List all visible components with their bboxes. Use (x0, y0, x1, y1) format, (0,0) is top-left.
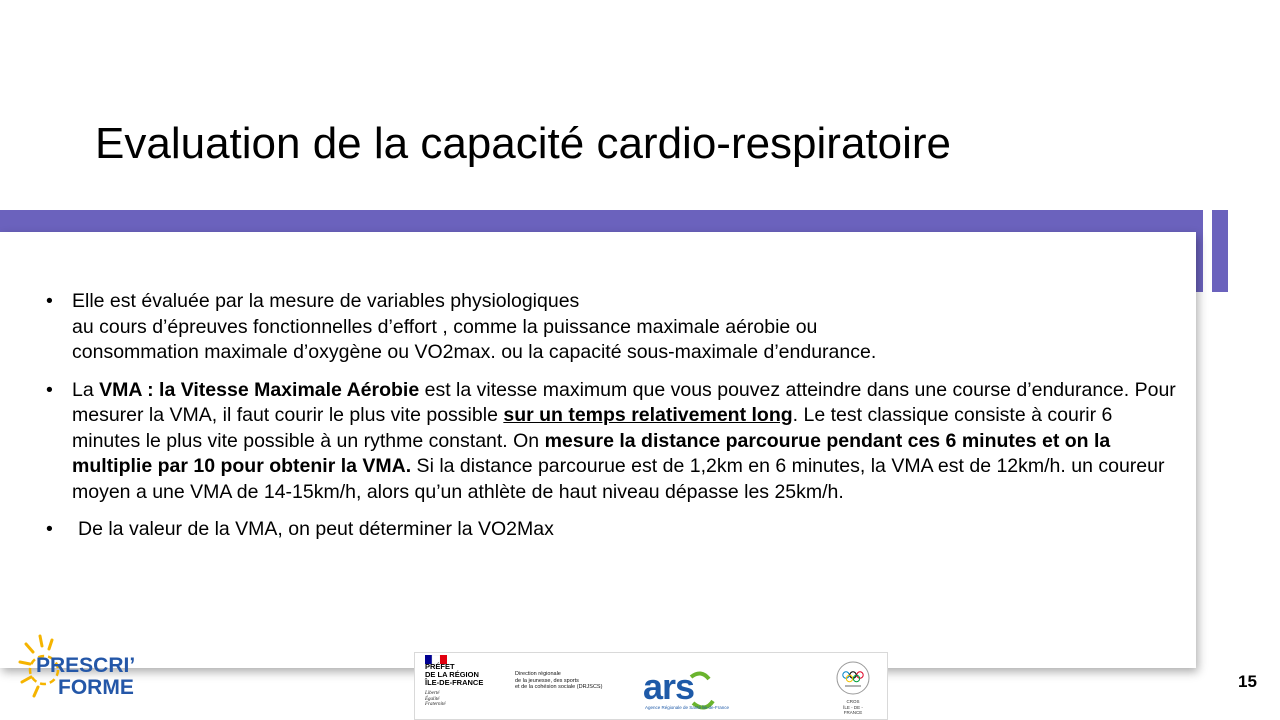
bullet-item-2 (46, 378, 1176, 506)
prefet-logo-text (425, 663, 483, 687)
motto-line: Liberté (425, 691, 440, 696)
motto-line: Fraternité (425, 702, 446, 707)
accent-bar-vertical-right (1212, 210, 1228, 292)
bullet-item-1 (46, 289, 1176, 366)
drjscs-line: Direction régionale (515, 671, 561, 677)
bullet-item-3 (46, 517, 1176, 543)
bullet-text-segment: . Le test classique consiste à courir 6 minutes le plus vite possible à un rythme constant. On (72, 404, 1113, 452)
prefet-line: ÎLE-DE-FRANCE (425, 678, 484, 687)
olympic-rings-icon (835, 659, 871, 697)
accent-bar-vertical-left (1196, 210, 1203, 292)
page-number: 15 (1238, 672, 1257, 691)
bullet-dot: • (46, 290, 53, 312)
ars-logo-text: ars (643, 666, 695, 707)
bullet-text-bold: mesure la distance parcourue pendant ces 6 minutes et on la multiplie par 10 pour obtenir la VMA. (72, 429, 1111, 477)
bullet-text: De la valeur de la VMA, on peut déterminer la VO2Max (78, 518, 554, 540)
bullet-text-bold: VMA : la Vitesse Maximale Aérobie (99, 378, 420, 401)
motto-line: Égalité (425, 696, 440, 702)
prescriforme-line1: PRESCRI’ (36, 654, 136, 677)
cros-line: CROS (846, 699, 860, 704)
bullet-text-segment: La (72, 378, 100, 401)
sun-runner-icon (18, 632, 136, 704)
prefet-motto (425, 691, 446, 708)
prefet-line: PRÉFET (425, 662, 455, 671)
drjscs-logo-text (515, 671, 602, 691)
bullet-line: consommation maximale d’oxygène ou VO2max. ou la capacité sous-maximale d’endurance. (72, 341, 877, 363)
bullet-line: Elle est évaluée par la mesure de variables physiologiques (72, 290, 580, 312)
drjscs-line: de la jeunesse, des sports (515, 677, 579, 684)
cros-line: ÎLE - DE - (843, 704, 863, 710)
prefet-line: DE LA RÉGION (425, 670, 479, 679)
bullet-list (46, 289, 1176, 555)
bullet-dot: • (46, 378, 53, 401)
bullet-line: au cours d’épreuves fonctionnelles d’effort , comme la puissance maximale aérobie ou (72, 315, 818, 338)
cros-line: FRANCE (843, 710, 863, 715)
bullet-text-bold-underline: sur un temps relativement long (503, 404, 793, 426)
prescriforme-logo (18, 632, 136, 704)
partner-logos-strip (414, 652, 888, 720)
prescriforme-line2: FORME (58, 676, 134, 699)
ars-subtitle: Agence Régionale de Santé Île-de-France (645, 705, 730, 710)
drjscs-line: et de la cohésion sociale (DRJSCS) (515, 684, 603, 690)
accent-bar-horizontal (0, 210, 1203, 232)
cros-label (835, 699, 871, 716)
bullet-dot: • (46, 518, 53, 540)
slide-title: Evaluation de la capacité cardio-respiratoire (95, 119, 952, 168)
bullet-text-segment: est la vitesse maximum que vous pouvez atteindre dans une course d’endurance. Pour mesurer la VMA, il faut courir le plus vite possible (72, 378, 1176, 426)
bullet-text-segment: Si la distance parcourue est de 1,2km en 6 minutes, la VMA est de 12km/h. un coureur moyen a une VMA de 14-15km/h, alors qu’un athlète de haut niveau dépasse les 25km/h. (72, 455, 1165, 503)
